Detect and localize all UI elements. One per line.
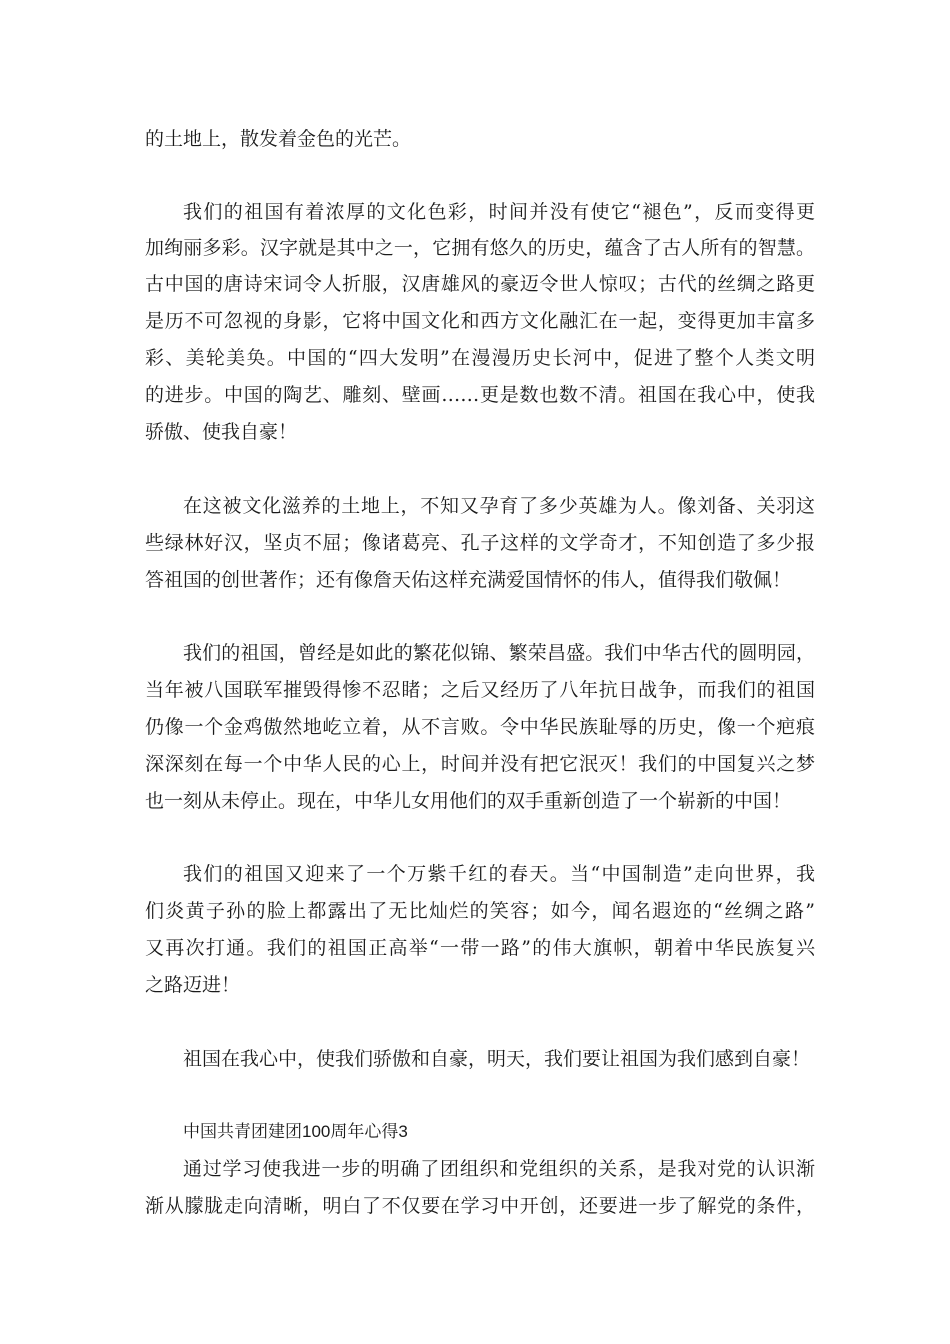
text-line: 的进步。中国的陶艺、雕刻、壁画……更是数也数不清。祖国在我心中，使我 [145, 384, 815, 406]
text-line: 我们的祖国有着浓厚的文化色彩，时间并没有使它“褪色”，反而变得更 [183, 201, 815, 223]
text-line: 们炎黄子孙的脸上都露出了无比灿烂的笑容；如今，闻名遐迩的“丝绸之路” [145, 900, 815, 922]
text-line: 也一刻从未停止。现在，中华儿女用他们的双手重新创造了一个崭新的中国！ [145, 790, 792, 812]
text-line: 当年被八国联军摧毁得惨不忍睹；之后又经历了八年抗日战争，而我们的祖国 [145, 679, 815, 701]
text-line: 通过学习使我进一步的明确了团组织和党组织的关系，是我对党的认识渐 [183, 1158, 815, 1180]
text-line: 彩、美轮美奂。中国的“四大发明”在漫漫历史长河中，促进了整个人类文明 [145, 347, 815, 369]
text-line: 我们的祖国又迎来了一个万紫千红的春天。当“中国制造”走向世界，我 [183, 863, 815, 885]
text-line: 之路迈进！ [145, 974, 241, 996]
text-line: 答祖国的创世著作；还有像詹天佑这样充满爱国情怀的伟人，值得我们敬佩！ [145, 569, 792, 591]
text-line: 古中国的唐诗宋词令人折服，汉唐雄风的豪迈令世人惊叹；古代的丝绸之路更 [145, 273, 815, 295]
text-line: 加绚丽多彩。汉字就是其中之一，它拥有悠久的历史，蕴含了古人所有的智慧。 [145, 237, 815, 259]
text-line: 骄傲、使我自豪！ [145, 421, 298, 443]
text-line: 的土地上，散发着金色的光芒。 [145, 128, 412, 150]
text-line: 祖国在我心中，使我们骄傲和自豪，明天，我们要让祖国为我们感到自豪！ [183, 1048, 811, 1070]
text-line: 仍像一个金鸡傲然地屹立着，从不言败。令中华民族耻辱的历史，像一个疤痕 [145, 716, 815, 738]
text-line: 又再次打通。我们的祖国正高举“一带一路”的伟大旗帜，朝着中华民族复兴 [145, 937, 815, 959]
text-line: 深深刻在每一个中华人民的心上，时间并没有把它泯灭！我们的中国复兴之梦 [145, 753, 815, 775]
text-line: 是历不可忽视的身影，它将中国文化和西方文化融汇在一起，变得更加丰富多 [145, 310, 815, 332]
text-line: 渐从朦胧走向清晰，明白了不仅要在学习中开创，还要进一步了解党的条件， [145, 1195, 815, 1217]
text-line: 些绿林好汉，坚贞不屈；像诸葛亮、孔子这样的文学奇才，不知创造了多少报 [145, 532, 815, 554]
text-line: 我们的祖国，曾经是如此的繁花似锦、繁荣昌盛。我们中华古代的圆明园， [183, 642, 815, 664]
section-heading: 中国共青团建团100周年心得3 [183, 1122, 408, 1141]
text-line: 在这被文化滋养的土地上，不知又孕育了多少英雄为人。像刘备、关羽这 [183, 495, 815, 517]
